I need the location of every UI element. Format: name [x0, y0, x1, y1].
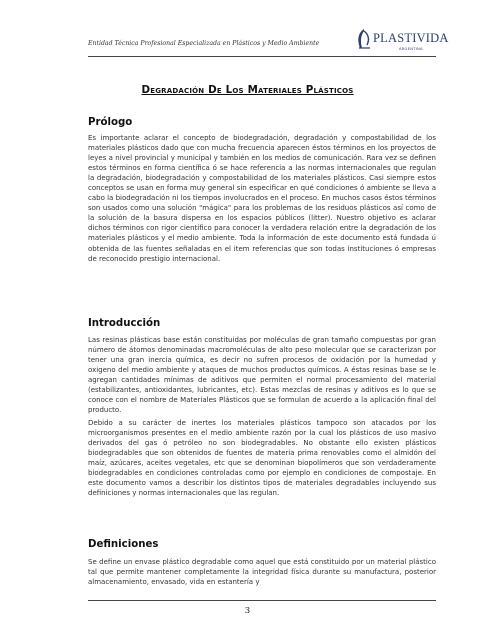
plastivida-logo — [355, 26, 449, 58]
section-heading-definiciones: Definiciones — [88, 539, 159, 550]
footer-rule — [88, 600, 436, 601]
section-heading-prologo: Prólogo — [88, 117, 133, 128]
logo-subtitle: ARGENTINA — [399, 47, 423, 51]
logo-mark-icon — [355, 28, 373, 50]
logo-name: PLASTIVIDA — [373, 31, 449, 45]
section-heading-introduccion: Introducción — [88, 318, 161, 329]
document-title: Degradación De Los Materiales Plásticos — [141, 84, 354, 96]
header-text: Entidad Técnica Profesional Especializada en Plásticos y Medio Ambiente — [88, 40, 320, 47]
page-number: 3 — [244, 606, 251, 616]
definiciones-paragraph: Se define un envase plástico degradable como aquel que está constituido por un material plástico tal que permite mantener completamente la integridad física durante su manufactura, posterior almacenamiento, envasado, vida en estantería y — [88, 558, 436, 587]
introduccion-paragraph-1: Las resinas plásticas base están constituidas por moléculas de gran tamaño compuestas por gran número de átomos denominadas macromoléculas de alto peso molecular que se caracterizan por tener una gran inercia química, es decir no sufren procesos de oxidación por la humedad y oxigeno del medio ambiente y ataques de muchos productos químicos. A éstas resinas base se le agregan cantidades mínimas de aditivos que permiten el normal procesamiento del material (estabilizantes, antioxidantes, lubricantes, etc). Estas mezclas de resinas y aditivos es lo que se conoce con el nombre de Materiales Plásticos que se formulan de acuerdo a la aplicación final del producto. — [88, 336, 436, 415]
introduccion-paragraph-2: Debido a su carácter de inertes los materiales plásticos tampoco son atacados por los microorganismos presentes en el medio ambiente razón por la cual los plásticos de uso masivo derivados del gas ó petróleo no son biodegradables. No obstante ello existen plásticos biodegradables que son obtenidos de fuentes de materia prima renovables como el almidón del maíz, azúcares, aceites vegetales, etc que se denominan biopolímeros que son verdaderamente biodegradables en condiciones controladas como por ejemplo en condiciones de compostaje. En este documento vamos a describir los distintos tipos de materiales degradables incluyendo sus definiciones y normas internacionales que las regulan. — [88, 419, 436, 498]
prologo-paragraph: Es importante aclarar el concepto de biodegradación, degradación y compostabilidad de los materiales plásticos dado que con mucha frecuencia aparecen éstos términos en los proyectos de leyes a nivel provincial y municipal y también en los medios de comunicación. Rara vez se definen estos términos en forma científica ó se hace referencia a las normas internacionales que regulan la degradación, biodegradación y compostabilidad de los materiales plásticos. Casi siempre estos conceptos se usan en forma muy general sin especificar en qué condiciones ó ambiente se lleva a cabo la biodegradación ni los tiempos involucrados en el proceso. En muchos casos éstos términos son usados como una solución "mágica" para los problemas de los residuos plásticos así como de la solución de la basura dispersa en los espacios públicos (litter). Nuestro objetivo es aclarar dichos términos con rigor científico para conocer la verdadera relación entre la degradación de los materiales plásticos y el medio ambiente. Toda la información de este documento está fundada ú obtenida de las fuentes señaladas en el item referencias que son todas instituciones ó empresas de reconocido prestigio internacional. — [88, 134, 436, 263]
header-rule — [88, 56, 436, 57]
